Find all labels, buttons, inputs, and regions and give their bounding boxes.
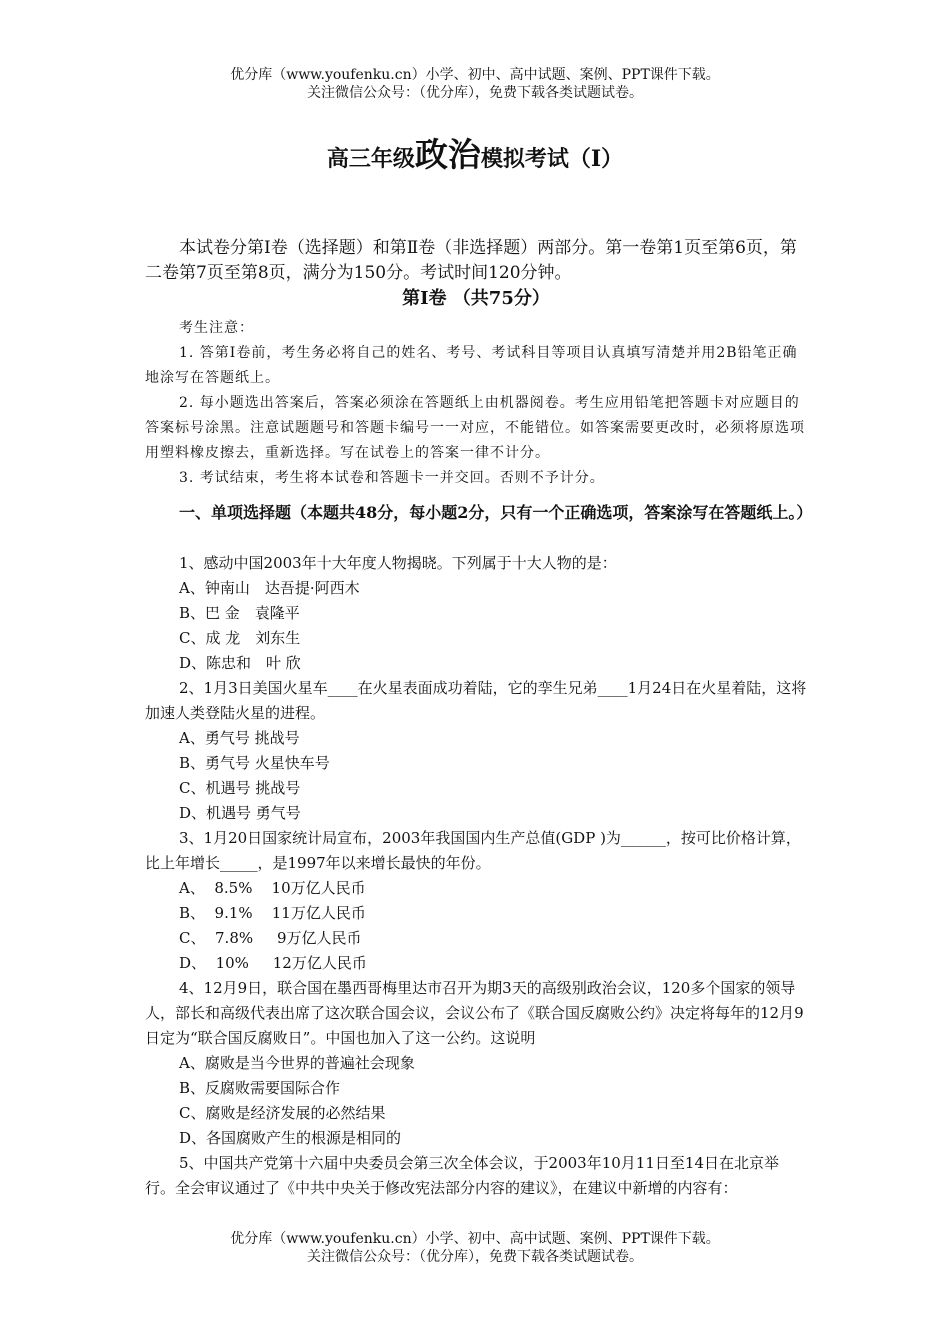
page-header [0,66,950,102]
exam-title [0,135,950,179]
question-option: A、勇气号 挑战号 [179,729,300,747]
header-line-2: 关注微信公众号：（优分库），免费下载各类试题试卷。 [307,85,643,101]
question-stem: 3、1月20日国家统计局宣布，2003年我国国内生产总值(GDP )为______，按可比价格计算，比上年增长_____，是1997年以来增长最快的年份。 [145,829,801,872]
question-option: B、反腐败需要国际合作 [179,1079,341,1097]
question-option: C、机遇号 挑战号 [179,779,301,797]
footer-line-2: 关注微信公众号：（优分库），免费下载各类试题试卷。 [307,1249,643,1265]
question-option: A、 8.5% 10万亿人民币 [179,879,366,897]
question-option: D、 10% 12万亿人民币 [179,954,367,972]
notice-item: 3. 考试结束，考生将本试卷和答题卡一并交回。否则不予计分。 [179,470,605,486]
question-stem: 5、中国共产党第十六届中央委员会第三次全体会议，于2003年10月11日至14日在北京举行。全会审议通过了《中共中央关于修改宪法部分内容的建议》，在建议中新增的内容有： [145,1154,779,1197]
question-option: C、成 龙 刘东生 [179,629,301,647]
question-option: D、各国腐败产生的根源是相同的 [179,1129,402,1147]
question-option: A、腐败是当今世界的普遍社会现象 [179,1054,415,1072]
question-option: B、勇气号 火星快车号 [179,754,330,772]
question-stem: 4、12月9日，联合国在墨西哥梅里达市召开为期3天的高级别政治会议，120多个国家的领导人，部长和高级代表出席了这次联合国会议，会议公布了《联合国反腐败公约》决定将每年的12月9日定为“联合国反腐败日”。中国也加入了这一公约。这说明 [145,979,804,1047]
question-option: C、 7.8% 9万亿人民币 [179,929,362,947]
notice-block [145,316,807,491]
question-option: D、陈忠和 叶 欣 [179,654,301,672]
question-option: A、钟南山 达吾提·阿西木 [179,579,360,597]
section-1-title: 第Ⅰ卷 （共75分） [402,288,550,309]
question-option: D、机遇号 勇气号 [179,804,301,822]
section-2-title: 一、单项选择题（本题共48分，每小题2分，只有一个正确选项，答案涂写在答题纸上。） [179,503,813,522]
notice-item: 2. 每小题选出答案后，答案必须涂在答题纸上由机器阅卷。考生应用铅笔把答题卡对应题目的答案标号涂黑。注意试题题号和答题卡编号一一对应，不能错位。如答案需要更改时，必须将原选项用塑料橡皮擦去，重新选择。写在试卷上的答案一律不计分。 [145,395,805,461]
exam-intro: 本试卷分第Ⅰ卷（选择题）和第Ⅱ卷（非选择题）两部分。第一卷第1页至第6页，第二卷第7页至第8页，满分为150分。考试时间120分钟。 [145,238,797,283]
title-suffix: 模拟考试（I） [480,146,624,172]
notice-heading: 考生注意： [179,320,254,336]
footer-line-1: 优分库（www.youfenku.cn）小学、初中、高中试题、案例、PPT课件下载。 [230,1231,720,1247]
title-subject: 政治 [414,135,481,174]
question-stem: 1、感动中国2003年十大年度人物揭晓。下列属于十大人物的是： [179,554,617,572]
header-line-1: 优分库（www.youfenku.cn）小学、初中、高中试题、案例、PPT课件下载。 [230,67,720,83]
notice-item: 1. 答第Ⅰ卷前，考生务必将自己的姓名、考号、考试科目等项目认真填写清楚并用2B铅笔正确地涂写在答题纸上。 [145,345,798,386]
question-option: B、巴 金 袁隆平 [179,604,300,622]
question-option: C、腐败是经济发展的必然结果 [179,1104,386,1122]
question-option: B、 9.1% 11万亿人民币 [179,904,366,922]
question-stem: 2、1月3日美国火星车____在火星表面成功着陆，它的孪生兄弟____1月24日在火星着陆，这将加速人类登陆火星的进程。 [145,679,807,722]
question-list [145,551,807,1201]
title-prefix: 高三年级 [326,146,415,172]
page-footer [0,1230,950,1266]
